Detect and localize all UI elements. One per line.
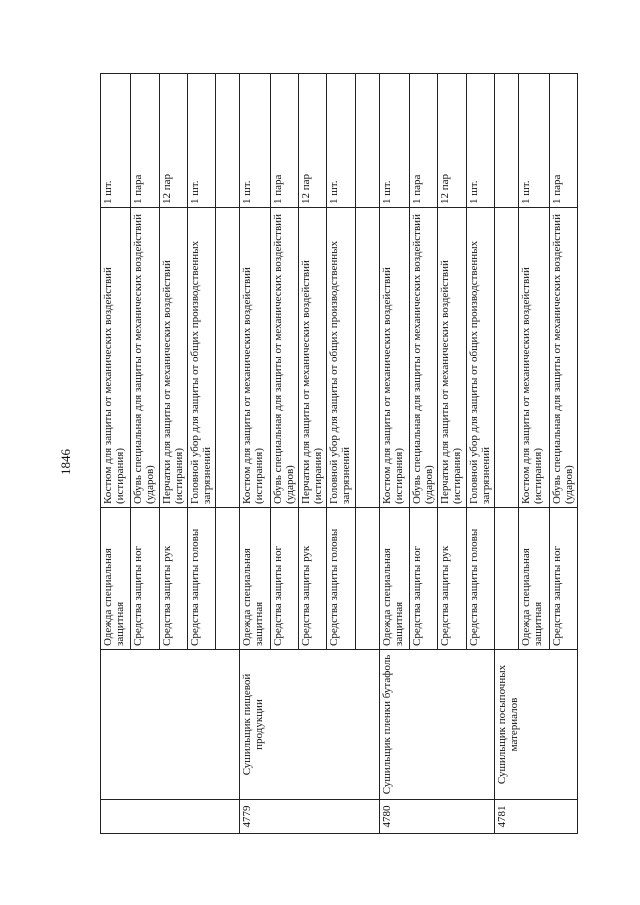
ppe-type: Одежда специальная защитная (519, 508, 549, 650)
ppe-quantity: 1 пара (549, 74, 577, 208)
ppe-table (100, 73, 578, 834)
profession-name: Сушильщик пленки бутафоль (379, 650, 494, 800)
ppe-type: Средства защиты ног (131, 508, 159, 650)
ppe-type: Средства защиты ног (549, 508, 577, 650)
ppe-description: Головной убор для защиты от общих производственных загрязнений (327, 208, 355, 508)
ppe-description: Перчатки для защиты от механических воздействий (истирания) (299, 208, 327, 508)
ppe-type: Средства защиты рук (299, 508, 327, 650)
ppe-description: Костюм для защиты от механических воздействий (истирания) (519, 208, 549, 508)
ppe-type: Одежда специальная защитная (379, 508, 409, 650)
ppe-quantity: 12 пар (299, 74, 327, 208)
item-number (101, 800, 240, 834)
ppe-description: Перчатки для защиты от механических воздействий (истирания) (159, 208, 187, 508)
profession-name: Сушильщик посыпочных материалов (494, 650, 577, 800)
ppe-quantity: 1 шт. (379, 74, 409, 208)
ppe-type: Средства защиты головы (327, 508, 355, 650)
ppe-quantity: 1 шт. (101, 74, 131, 208)
ppe-description: Обувь специальная для защиты от механических воздействий (ударов) (270, 208, 298, 508)
ppe-type: Средства защиты ног (410, 508, 438, 650)
page-number: 1846 (58, 449, 73, 475)
table-row (101, 74, 131, 834)
item-number: 4780 (379, 800, 494, 834)
profession-name: Сушильщик пищевой продукции (240, 650, 379, 800)
ppe-quantity: 1 шт. (240, 74, 270, 208)
ppe-type: Средства защиты ног (270, 508, 298, 650)
ppe-description: Обувь специальная для защиты от механических воздействий (ударов) (131, 208, 159, 508)
ppe-quantity: 1 пара (410, 74, 438, 208)
ppe-quantity: 1 шт. (519, 74, 549, 208)
rotated-table-container (100, 74, 578, 834)
ppe-description: Костюм для защиты от механических воздействий (истирания) (101, 208, 131, 508)
ppe-quantity: 12 пар (438, 74, 466, 208)
ppe-description: Обувь специальная для защиты от механических воздействий (ударов) (549, 208, 577, 508)
ppe-description: Головной убор для защиты от общих производственных загрязнений (187, 208, 215, 508)
ppe-type: Одежда специальная защитная (101, 508, 131, 650)
ppe-quantity: 12 пар (159, 74, 187, 208)
ppe-quantity: 1 пара (131, 74, 159, 208)
item-number: 4781 (494, 800, 577, 834)
ppe-type: Средства защиты рук (159, 508, 187, 650)
ppe-quantity: 1 пара (270, 74, 298, 208)
ppe-type: Средства защиты головы (187, 508, 215, 650)
ppe-description: Костюм для защиты от механических воздействий (истирания) (379, 208, 409, 508)
ppe-type: Средства защиты рук (438, 508, 466, 650)
table-row (379, 74, 409, 834)
ppe-quantity: 1 шт. (187, 74, 215, 208)
table-row (494, 74, 518, 834)
item-number: 4779 (240, 800, 379, 834)
profession-name (101, 650, 240, 800)
ppe-description: Перчатки для защиты от механических воздействий (истирания) (438, 208, 466, 508)
ppe-description: Обувь специальная для защиты от механических воздействий (ударов) (410, 208, 438, 508)
ppe-quantity: 1 шт. (466, 74, 494, 208)
ppe-description: Костюм для защиты от механических воздействий (истирания) (240, 208, 270, 508)
ppe-quantity: 1 шт. (327, 74, 355, 208)
ppe-type: Одежда специальная защитная (240, 508, 270, 650)
table-row (240, 74, 270, 834)
ppe-description: Головной убор для защиты от общих производственных загрязнений (466, 208, 494, 508)
ppe-type: Средства защиты головы (466, 508, 494, 650)
